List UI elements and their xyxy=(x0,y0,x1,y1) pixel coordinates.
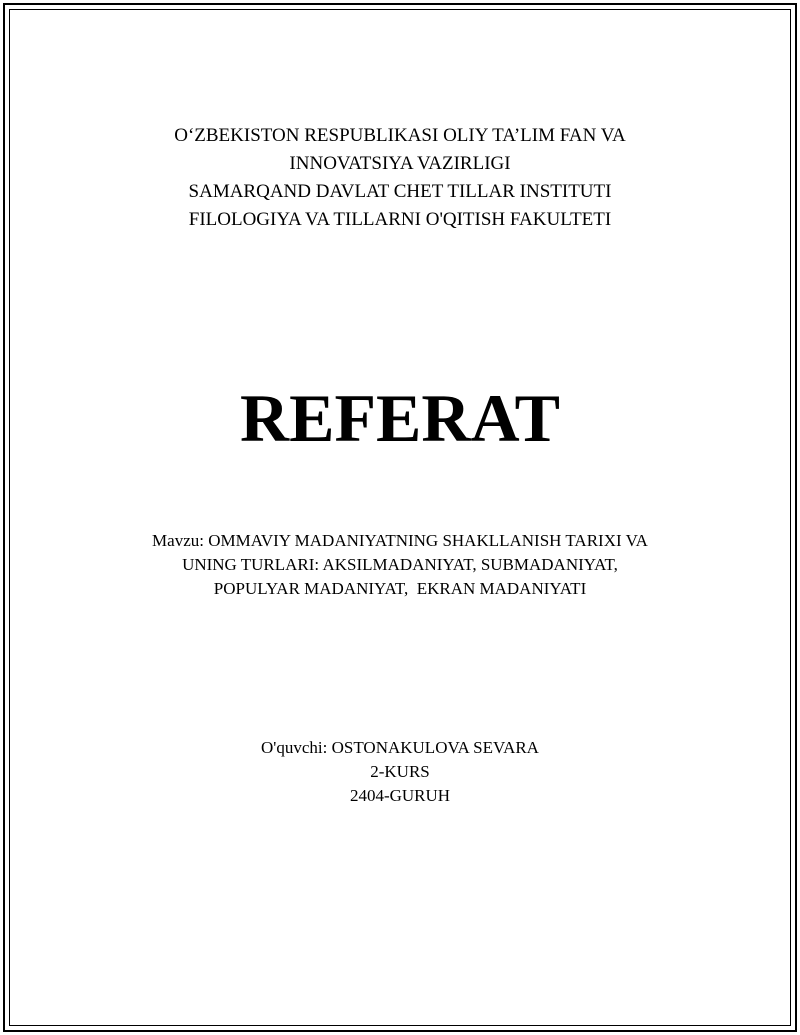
header-line-faculty: FILOLOGIYA VA TILLARNI O'QITISH FAKULTETI xyxy=(188,209,612,230)
topic-section xyxy=(0,529,800,601)
header-line-ministry-2: INNOVATSIYA VAZIRLIGI xyxy=(289,153,511,174)
student-group: 2404-GURUH xyxy=(349,786,451,805)
document-title: REFERAT xyxy=(240,380,560,456)
institution-header xyxy=(0,122,800,234)
header-line-ministry-1: O‘ZBEKISTON RESPUBLIKASI OLIY TA’LIM FAN VA xyxy=(174,125,626,146)
header-line-institute: SAMARQAND DAVLAT CHET TILLAR INSTITUTI xyxy=(188,181,612,202)
student-name: O'quvchi: OSTONAKULOVA SEVARA xyxy=(261,738,539,757)
topic-line-2: UNING TURLARI: AKSILMADANIYAT, SUBMADANIYAT, xyxy=(182,555,618,574)
topic-line-1: Mavzu: OMMAVIY MADANIYATNING SHAKLLANISH TARIXI VA xyxy=(152,531,648,550)
student-info xyxy=(0,736,800,808)
topic-line-3: POPULYAR MADANIYAT, EKRAN MADANIYATI xyxy=(213,579,587,598)
student-course: 2-KURS xyxy=(370,762,430,781)
